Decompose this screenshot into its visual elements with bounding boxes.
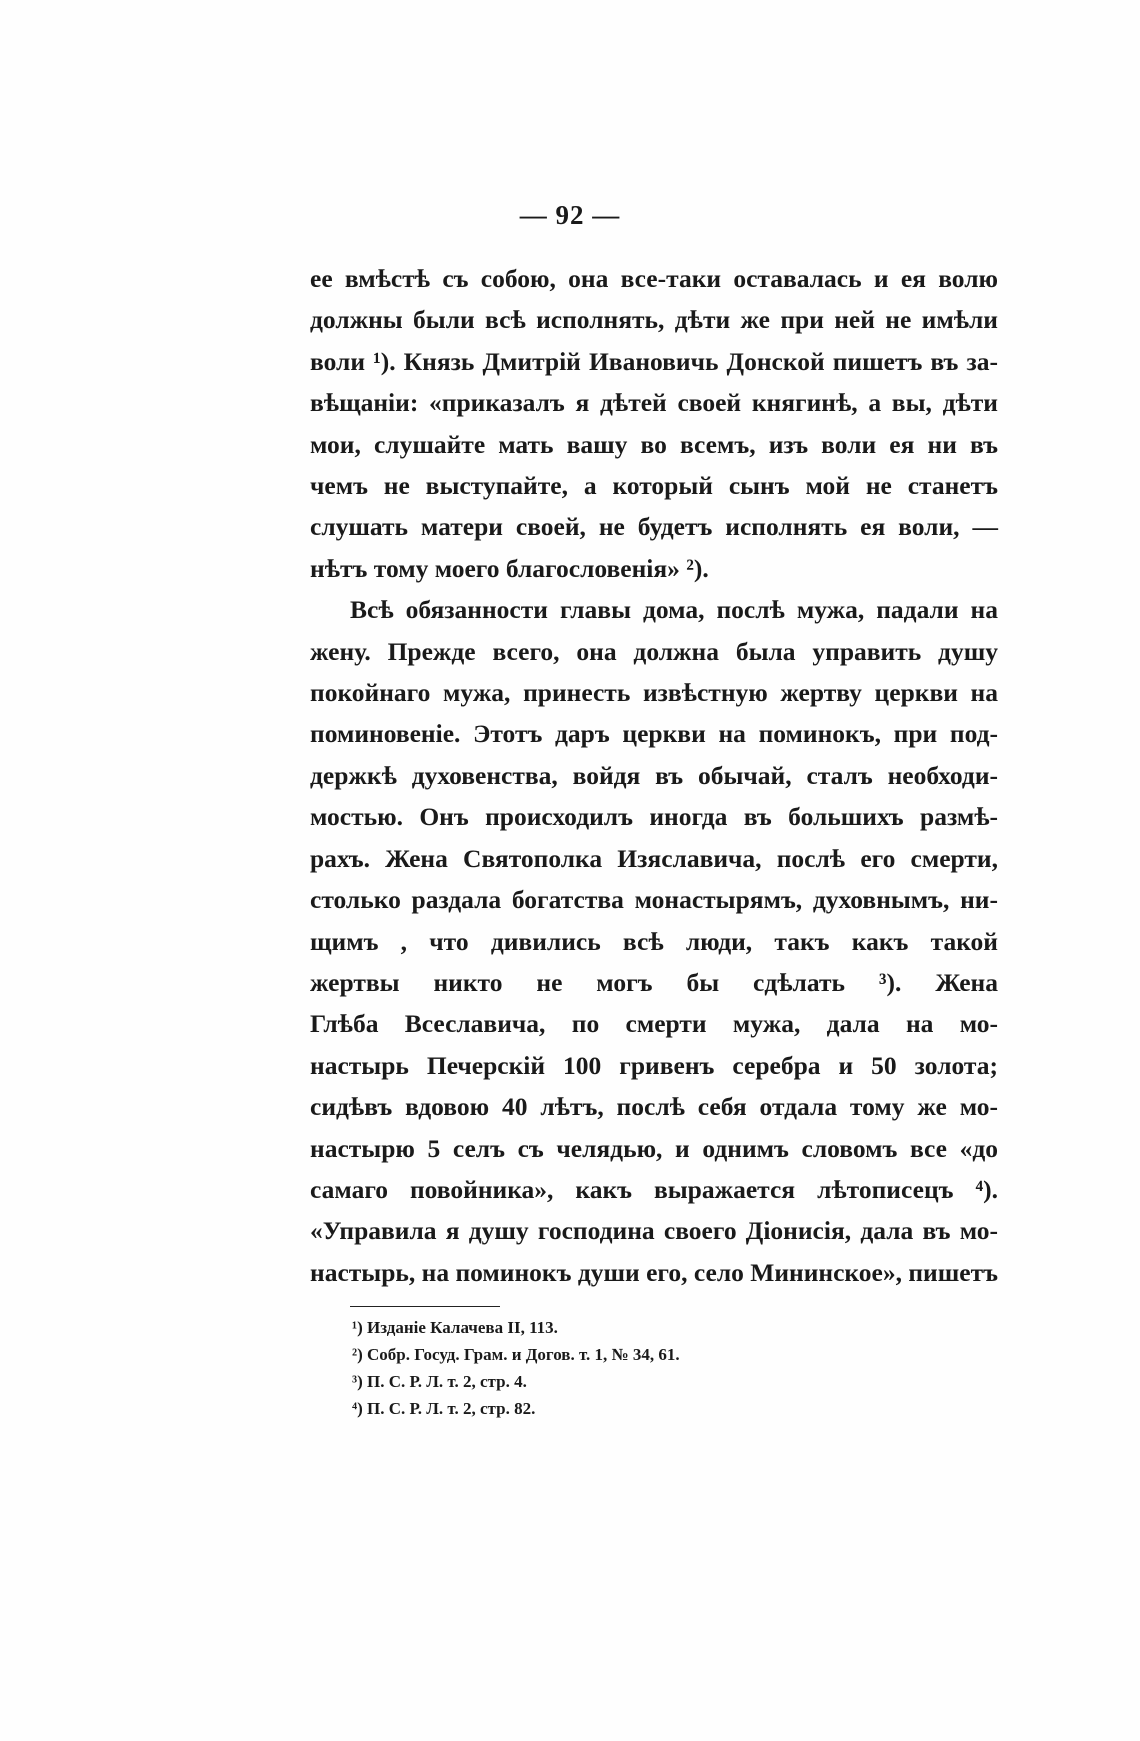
text-line: настырь Печерскій 100 гривенъ серебра и 50 золота; <box>310 1050 998 1080</box>
footnotes <box>352 1314 992 1422</box>
paragraph-1 <box>310 258 998 589</box>
text-line: вѣщаніи: «приказалъ я дѣтей своей княгинѣ, а вы, дѣти <box>310 388 998 418</box>
text-line: должны были всѣ исполнять, дѣти же при ней не имѣли <box>310 305 998 335</box>
footnote-3: ³) П. С. Р. Л. т. 2, стр. 4. <box>352 1372 527 1391</box>
text-line: слушать матери своей, не будетъ исполнять ея воли, — <box>310 512 998 542</box>
text-line: жертвы никто не могъ бы сдѣлать ³). Жена <box>310 967 998 997</box>
text-line: нѣтъ тому моего благословенія» ²). <box>310 553 709 583</box>
text-line: чемъ не выступайте, а который сынъ мой не станетъ <box>310 471 998 501</box>
text-line: настырю 5 селъ съ челядью, и однимъ словомъ все «до <box>310 1133 998 1163</box>
text-line: настырь, на поминокъ души его, село Мининское», пишетъ <box>310 1257 998 1287</box>
text-line: «Управила я душу господина своего Діонисія, дала въ мо- <box>310 1216 998 1246</box>
text-line: Глѣба Всеславича, по смерти мужа, дала на мо- <box>310 1009 998 1039</box>
text-line: поминовеніе. Этотъ даръ церкви на поминокъ, при под- <box>310 719 998 749</box>
text-line: мои, слушайте мать вашу во всемъ, изъ воли ея ни въ <box>310 429 998 459</box>
text-line: Всѣ обязанности главы дома, послѣ мужа, падали на <box>350 595 998 625</box>
footnote-1: ¹) Изданіе Калачева II, 113. <box>352 1318 558 1337</box>
text-line: щимъ , что дивились всѣ люди, такъ какъ такой <box>310 926 998 956</box>
footnote-divider <box>350 1306 500 1307</box>
text-line: мостью. Онъ происходилъ иногда въ большихъ размѣ- <box>310 802 998 832</box>
page-number: — 92 — <box>519 200 621 230</box>
text-line: жену. Прежде всего, она должна была управить душу <box>310 636 998 666</box>
text-line: ее вмѣстѣ съ собою, она все-таки оставалась и ея волю <box>310 264 998 293</box>
text-line: столько раздала богатства монастырямъ, духовнымъ, ни- <box>310 885 998 915</box>
body-text <box>310 258 998 1293</box>
text-line: сидѣвъ вдовою 40 лѣтъ, послѣ себя отдала тому же мо- <box>310 1092 998 1122</box>
text-line: покойнаго мужа, принесть извѣстную жертву церкви на <box>310 678 998 708</box>
footnote-2: ²) Собр. Госуд. Грам. и Догов. т. 1, № 34, 61. <box>352 1345 680 1364</box>
text-line: держкѣ духовенства, войдя въ обычай, сталъ необходи- <box>310 760 998 790</box>
paragraph-2 <box>310 589 998 1293</box>
footnote-4: ⁴) П. С. Р. Л. т. 2, стр. 82. <box>352 1399 536 1418</box>
text-line: самаго повойника», какъ выражается лѣтописецъ ⁴). <box>310 1174 998 1204</box>
text-line: рахъ. Жена Святополка Изяславича, послѣ его смерти, <box>310 843 998 873</box>
text-line: воли ¹). Князь Дмитрій Ивановичь Донской пишетъ въ за- <box>310 346 998 376</box>
